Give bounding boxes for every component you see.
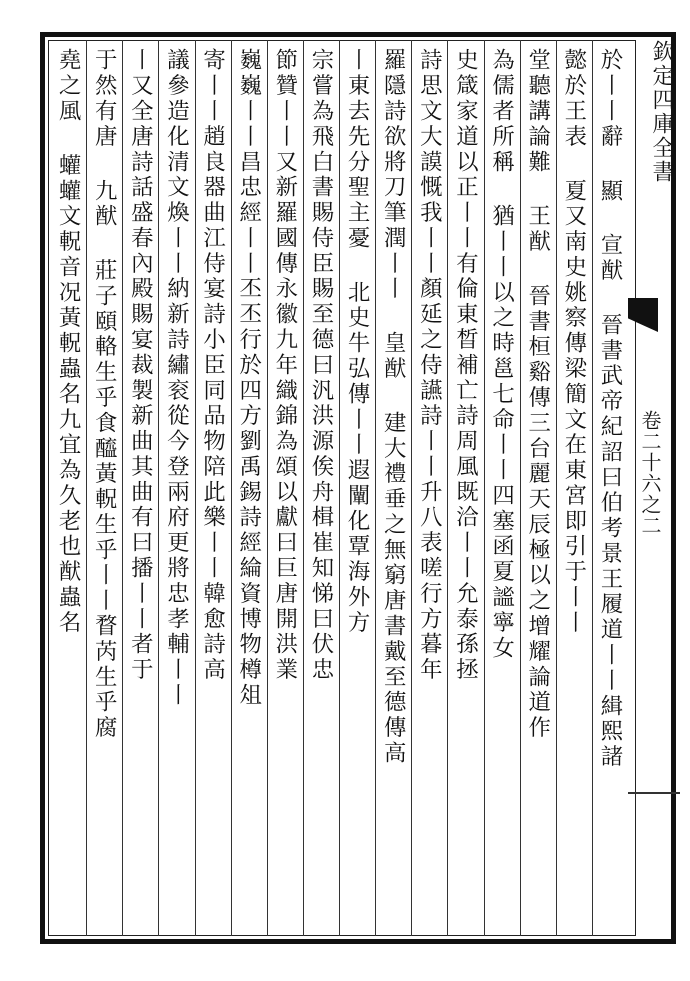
column-rule bbox=[231, 40, 232, 936]
margin-rule bbox=[628, 792, 680, 794]
column-rule bbox=[520, 40, 521, 936]
text-column: 巍巍丨丨昌忠經丨丨丕丕行於四方劉禹錫詩經綸資博物樽俎 bbox=[235, 48, 262, 709]
text-column: 堂聽講論難 王猷 晉書桓谿傳三台麗天辰極以之增耀論道作 bbox=[524, 48, 551, 741]
text-column: 丨又全唐詩話盛春內殿賜宴裁製新曲其曲有曰播丨丨者于 bbox=[127, 48, 154, 683]
column-rule bbox=[556, 40, 557, 936]
text-column: 堯之風 蠸蠸文軦音况黃軦蟲名九宜為久老也猷蟲名 bbox=[55, 48, 82, 636]
column-rule bbox=[411, 40, 412, 936]
text-column: 詩思文大謨慨我丨丨顏延之侍讌詩丨丨升八表嗟行方暮年 bbox=[416, 48, 443, 683]
text-column: 于然有唐 九猷 莊子頤輅生乎食醯黃軦生乎丨丨瞀芮生乎腐 bbox=[91, 48, 118, 741]
text-column: 史箴家道以正丨丨有倫東晳補亡詩周風既洽丨丨允泰孫拯 bbox=[452, 48, 479, 683]
column-rule bbox=[303, 40, 304, 936]
column-rule bbox=[122, 40, 123, 936]
text-column: 丨東去先分聖主憂 北史牛弘傳丨丨遐闡化覃海外方 bbox=[344, 48, 371, 636]
column-rule bbox=[375, 40, 376, 936]
text-column: 懿於王表 夏又南史姚察傳梁簡文在東宮即引于丨丨 bbox=[560, 48, 587, 636]
text-column: 議參造化清文煥丨丨納新詩繡衮從今登兩府更將忠孝輔丨丨 bbox=[163, 48, 190, 709]
margin-volume: 卷二十六之二 bbox=[638, 410, 662, 536]
text-column: 節贊丨丨又新羅國傳永徽九年織錦為頌以獻曰巨唐開洪業 bbox=[271, 48, 298, 683]
column-rule bbox=[267, 40, 268, 936]
text-column: 為儒者所稱 猶丨丨以之時邕七命丨丨四塞函夏謐寧女 bbox=[488, 48, 515, 661]
column-rule bbox=[484, 40, 485, 936]
column-rule bbox=[447, 40, 448, 936]
column-rule bbox=[195, 40, 196, 936]
text-column: 宗嘗為飛白書賜侍臣賜至德曰汎洪源俟舟楫崔知悌曰伏忠 bbox=[308, 48, 334, 683]
text-column: 於丨丨辭 顯 宣猷 晉書武帝紀詔曰伯考景王履道丨丨緝熙諸 bbox=[597, 48, 623, 770]
margin-title: 欽定四庫全書 bbox=[649, 40, 674, 184]
text-column: 寄丨丨趙良器曲江侍宴詩小臣同品物陪此樂丨丨韓愈詩高 bbox=[199, 48, 226, 683]
column-rule bbox=[158, 40, 159, 936]
column-rule bbox=[86, 40, 87, 936]
column-rule bbox=[592, 40, 593, 936]
column-rule bbox=[339, 40, 340, 936]
text-column: 羅隱詩欲將刀筆潤丨丨 皇猷 建大禮垂之無窮唐書戴至德傳高 bbox=[380, 48, 407, 767]
